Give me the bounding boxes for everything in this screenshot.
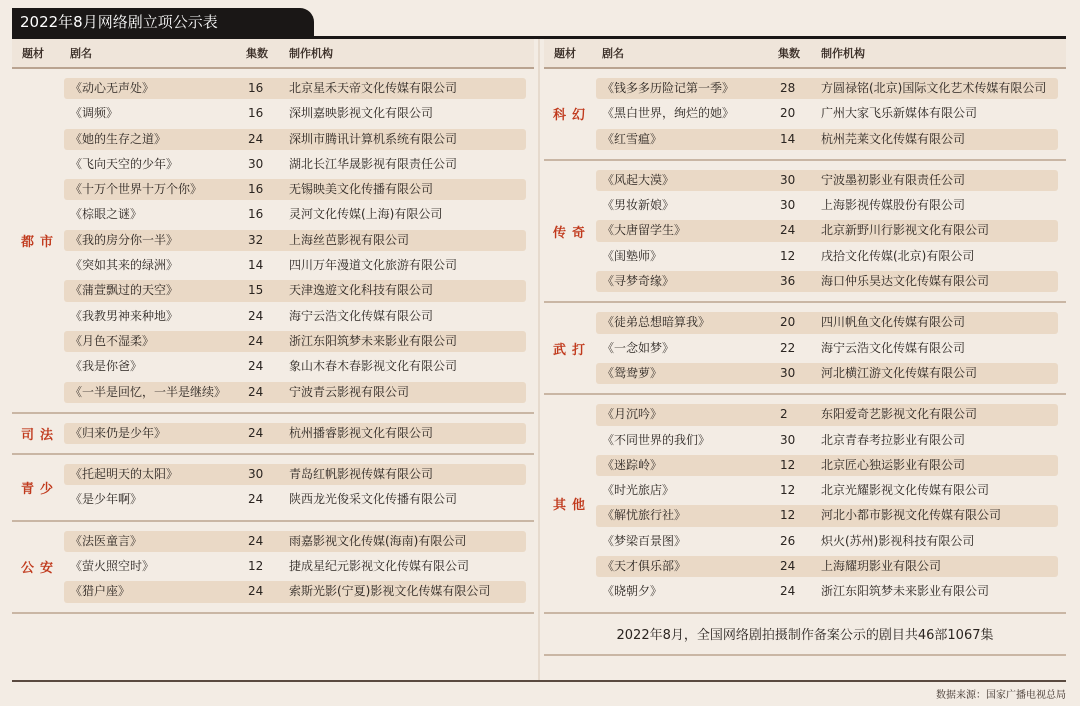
right-table: [544, 39, 1066, 656]
table-row: [62, 579, 534, 604]
production-company: 北京新野川行影视文化有限公司: [821, 223, 990, 238]
drama-name: 《月色不湿柔》: [70, 333, 155, 348]
genre-group: [544, 161, 1066, 303]
table-row: [62, 253, 534, 278]
episode-count: 24: [248, 492, 264, 507]
episode-count: 16: [248, 207, 264, 222]
production-company: 杭州播睿影视文化有限公司: [289, 425, 434, 440]
table-row: [62, 101, 534, 126]
production-company: 海口仲乐昊达文化传媒有限公司: [821, 274, 990, 289]
episode-count: 20: [780, 106, 796, 121]
episode-count: 14: [248, 258, 264, 273]
genre-group: [12, 522, 534, 614]
drama-name: 《风起大漠》: [602, 172, 675, 187]
production-company: 索斯光影(宁夏)影视文化传媒有限公司: [289, 584, 491, 599]
episode-count: 20: [780, 315, 796, 330]
episode-count: 28: [780, 81, 796, 95]
drama-name: 《我教男神来种地》: [70, 308, 179, 323]
episode-count: 24: [248, 308, 264, 323]
production-company: 广州大家飞乐新媒体有限公司: [821, 106, 978, 121]
production-company: 天津逸遊文化科技有限公司: [289, 283, 434, 298]
drama-name: 《是少年啊》: [70, 492, 143, 507]
production-company: 炽火(苏州)影视科技有限公司: [821, 533, 975, 548]
table-row: [62, 127, 534, 152]
drama-name: 《一念如梦》: [602, 340, 675, 355]
episode-count: 12: [780, 508, 796, 523]
table-row: [62, 462, 534, 487]
production-company: 宁波墨初影业有限责任公司: [821, 172, 966, 187]
production-company: 北京匠心独运影业有限公司: [821, 457, 966, 472]
genre-label: 公安: [20, 561, 59, 577]
col-name-label: 剧名: [70, 47, 92, 60]
col-org-label: 制作机构: [289, 47, 333, 60]
panel-divider: [538, 39, 540, 680]
drama-name: 《托起明天的太阳》: [70, 467, 179, 482]
drama-name: 《天才俱乐部》: [602, 559, 687, 574]
table-row: [594, 529, 1066, 554]
episode-count: 12: [780, 483, 796, 498]
production-company: 四川万年漫道文化旅游有限公司: [289, 258, 458, 273]
episode-count: 12: [248, 559, 264, 574]
left-table: [12, 39, 534, 614]
table-row: [594, 76, 1066, 101]
episode-count: 24: [780, 559, 796, 574]
genre-group: [12, 69, 534, 414]
episode-count: 12: [780, 457, 796, 472]
drama-name: 《迷踪岭》: [602, 457, 663, 472]
production-company: 东阳爱奇艺影视文化有限公司: [821, 407, 978, 422]
drama-name: 《我是你爸》: [70, 359, 143, 374]
drama-name: 《十万个世界十万个你》: [70, 182, 203, 197]
drama-name: 《徒弟总想暗算我》: [602, 315, 711, 330]
drama-name: 《法医童言》: [70, 533, 143, 548]
table-row: [594, 503, 1066, 528]
production-company: 深圳市腾讯计算机系统有限公司: [289, 131, 458, 146]
drama-name: 《闺塾师》: [602, 248, 663, 263]
production-company: 浙江东阳筑梦未来影业有限公司: [289, 333, 458, 348]
drama-name: 《突如其来的绿洲》: [70, 258, 179, 273]
production-company: 上海丝芭影视有限公司: [289, 232, 410, 247]
episode-count: 24: [248, 384, 264, 399]
drama-name: 《男妆新娘》: [602, 198, 675, 213]
production-company: 深圳嘉映影视文化有限公司: [289, 106, 434, 121]
episode-count: 16: [248, 182, 264, 197]
production-company: 四川帆鱼文化传媒有限公司: [821, 315, 966, 330]
production-company: 海宁云浩文化传媒有限公司: [289, 308, 434, 323]
table-row: [594, 101, 1066, 126]
production-company: 青岛红帆影视传媒有限公司: [289, 467, 434, 482]
production-company: 方圆禄铭(北京)国际文化艺术传媒有限公司: [821, 81, 1047, 95]
drama-name: 《梦梁百景图》: [602, 533, 687, 548]
genre-label: 传奇: [552, 225, 591, 241]
genre-group: [544, 395, 1066, 613]
episode-count: 16: [248, 81, 264, 95]
production-company: 上海耀玥影业有限公司: [821, 559, 942, 574]
table-row: [594, 244, 1066, 269]
episode-count: 24: [248, 131, 264, 146]
production-company: 北京星禾天帝文化传媒有限公司: [289, 81, 458, 95]
genre-label: 武打: [552, 342, 591, 358]
table-row: [62, 177, 534, 202]
episode-count: 16: [248, 106, 264, 121]
episode-count: 26: [780, 533, 796, 548]
production-company: 陕西龙光俊采文化传播有限公司: [289, 492, 458, 507]
episode-count: 24: [780, 584, 796, 599]
left-groups: [12, 69, 534, 614]
table-row: [62, 304, 534, 329]
episode-count: 24: [248, 584, 264, 599]
genre-label: 都市: [20, 234, 59, 250]
drama-name: 《黑白世界，绚烂的她》: [602, 106, 735, 121]
production-company: 无锡映美文化传播有限公司: [289, 182, 434, 197]
episode-count: 30: [780, 172, 796, 187]
episode-count: 14: [780, 131, 796, 146]
genre-group: [12, 455, 534, 522]
production-company: 浙江东阳筑梦未来影业有限公司: [821, 584, 990, 599]
summary-text: 2022年8月，全国网络剧拍摄制作备案公示的剧目共46部1067集: [544, 614, 1066, 656]
production-company: 北京青春考拉影业有限公司: [821, 432, 966, 447]
col-org-label: 制作机构: [821, 47, 865, 60]
drama-name: 《大唐留学生》: [602, 223, 687, 238]
production-company: 河北小都市影视文化传媒有限公司: [821, 508, 1002, 523]
genre-label: 其他: [552, 497, 591, 513]
production-company: 捷成星纪元影视文化传媒有限公司: [289, 559, 470, 574]
table-row: [62, 354, 534, 379]
drama-name: 《萤火照空时》: [70, 559, 155, 574]
episode-count: 24: [248, 333, 264, 348]
production-company: 北京光耀影视文化传媒有限公司: [821, 483, 990, 498]
drama-name: 《棕眼之谜》: [70, 207, 143, 222]
table-row: [62, 228, 534, 253]
right-column-header: [544, 39, 1066, 69]
col-genre-label: 题材: [22, 47, 44, 60]
production-company: 象山木春木春影视文化有限公司: [289, 359, 458, 374]
col-genre-label: 题材: [554, 47, 576, 60]
drama-name: 《动心无声处》: [70, 81, 155, 95]
episode-count: 30: [780, 365, 796, 380]
genre-label: 司法: [20, 428, 59, 443]
page-title: 2022年8月网络剧立项公示表: [12, 8, 314, 36]
drama-name: 《鸳鸯萝》: [602, 365, 663, 380]
table-row: [594, 193, 1066, 218]
episode-count: 32: [248, 232, 264, 247]
genre-group: [544, 69, 1066, 161]
episode-count: 15: [248, 283, 264, 298]
left-column-header: [12, 39, 534, 69]
table-row: [62, 152, 534, 177]
production-company: 杭州芫莱文化传媒有限公司: [821, 131, 966, 146]
episode-count: 24: [248, 425, 264, 440]
table-row: [594, 336, 1066, 361]
table-row: [594, 310, 1066, 335]
table-row: [62, 278, 534, 303]
drama-name: 《时光旅店》: [602, 483, 675, 498]
right-groups: [544, 69, 1066, 614]
drama-name: 《不同世界的我们》: [602, 432, 711, 447]
table-row: [594, 453, 1066, 478]
drama-name: 《我的房分你一半》: [70, 232, 179, 247]
table-row: [62, 554, 534, 579]
table-row: [62, 329, 534, 354]
table-row: [594, 554, 1066, 579]
table-row: [594, 579, 1066, 604]
genre-label: 青少: [20, 481, 59, 497]
table-row: [594, 478, 1066, 503]
table-row: [62, 487, 534, 512]
drama-name: 《红雪瘟》: [602, 131, 663, 146]
production-company: 湖北长江华晟影视有限责任公司: [289, 156, 458, 171]
episode-count: 24: [780, 223, 796, 238]
episode-count: 30: [248, 467, 264, 482]
drama-name: 《飞向天空的少年》: [70, 156, 179, 171]
bottom-rule: [12, 680, 1066, 682]
table-row: [62, 380, 534, 405]
drama-name: 《寻梦奇缘》: [602, 274, 675, 289]
episode-count: 2: [780, 407, 788, 422]
episode-count: 22: [780, 340, 796, 355]
drama-name: 《解忧旅行社》: [602, 508, 687, 523]
data-source: 数据来源：国家广播电视总局: [936, 690, 1066, 701]
production-company: 上海影视传媒股份有限公司: [821, 198, 966, 213]
episode-count: 12: [780, 248, 796, 263]
table-row: [62, 421, 534, 446]
col-episodes-label: 集数: [778, 47, 800, 60]
table-row: [62, 202, 534, 227]
episode-count: 36: [780, 274, 796, 289]
drama-name: 《归来仍是少年》: [70, 425, 167, 440]
table-row: [62, 76, 534, 101]
genre-label: 科幻: [552, 108, 591, 124]
genre-group: [12, 414, 534, 455]
drama-name: 《猎户座》: [70, 584, 131, 599]
table-row: [594, 428, 1066, 453]
production-company: 戌拾文化传媒(北京)有限公司: [821, 248, 975, 263]
table-row: [594, 127, 1066, 152]
table-row: [594, 402, 1066, 427]
drama-name: 《钱多多历险记第一季》: [602, 81, 735, 95]
table-row: [594, 218, 1066, 243]
drama-name: 《她的生存之道》: [70, 131, 167, 146]
genre-group: [544, 303, 1066, 395]
episode-count: 30: [780, 432, 796, 447]
production-company: 宁波青云影视有限公司: [289, 384, 410, 399]
table-row: [594, 361, 1066, 386]
production-company: 雨嘉影视文化传媒(海南)有限公司: [289, 533, 467, 548]
col-name-label: 剧名: [602, 47, 624, 60]
episode-count: 30: [248, 156, 264, 171]
table-row: [62, 529, 534, 554]
drama-name: 《晓朝夕》: [602, 584, 663, 599]
drama-name: 《蒲萱飘过的天空》: [70, 283, 179, 298]
episode-count: 24: [248, 359, 264, 374]
production-company: 海宁云浩文化传媒有限公司: [821, 340, 966, 355]
drama-name: 《月沉吟》: [602, 407, 663, 422]
drama-name: 《一半是回忆，一半是继续》: [70, 384, 227, 399]
episode-count: 30: [780, 198, 796, 213]
production-company: 灵河文化传媒(上海)有限公司: [289, 207, 443, 222]
drama-name: 《调频》: [70, 106, 119, 121]
table-row: [594, 269, 1066, 294]
production-company: 河北横江游文化传媒有限公司: [821, 365, 978, 380]
episode-count: 24: [248, 533, 264, 548]
col-episodes-label: 集数: [246, 47, 268, 60]
table-row: [594, 168, 1066, 193]
